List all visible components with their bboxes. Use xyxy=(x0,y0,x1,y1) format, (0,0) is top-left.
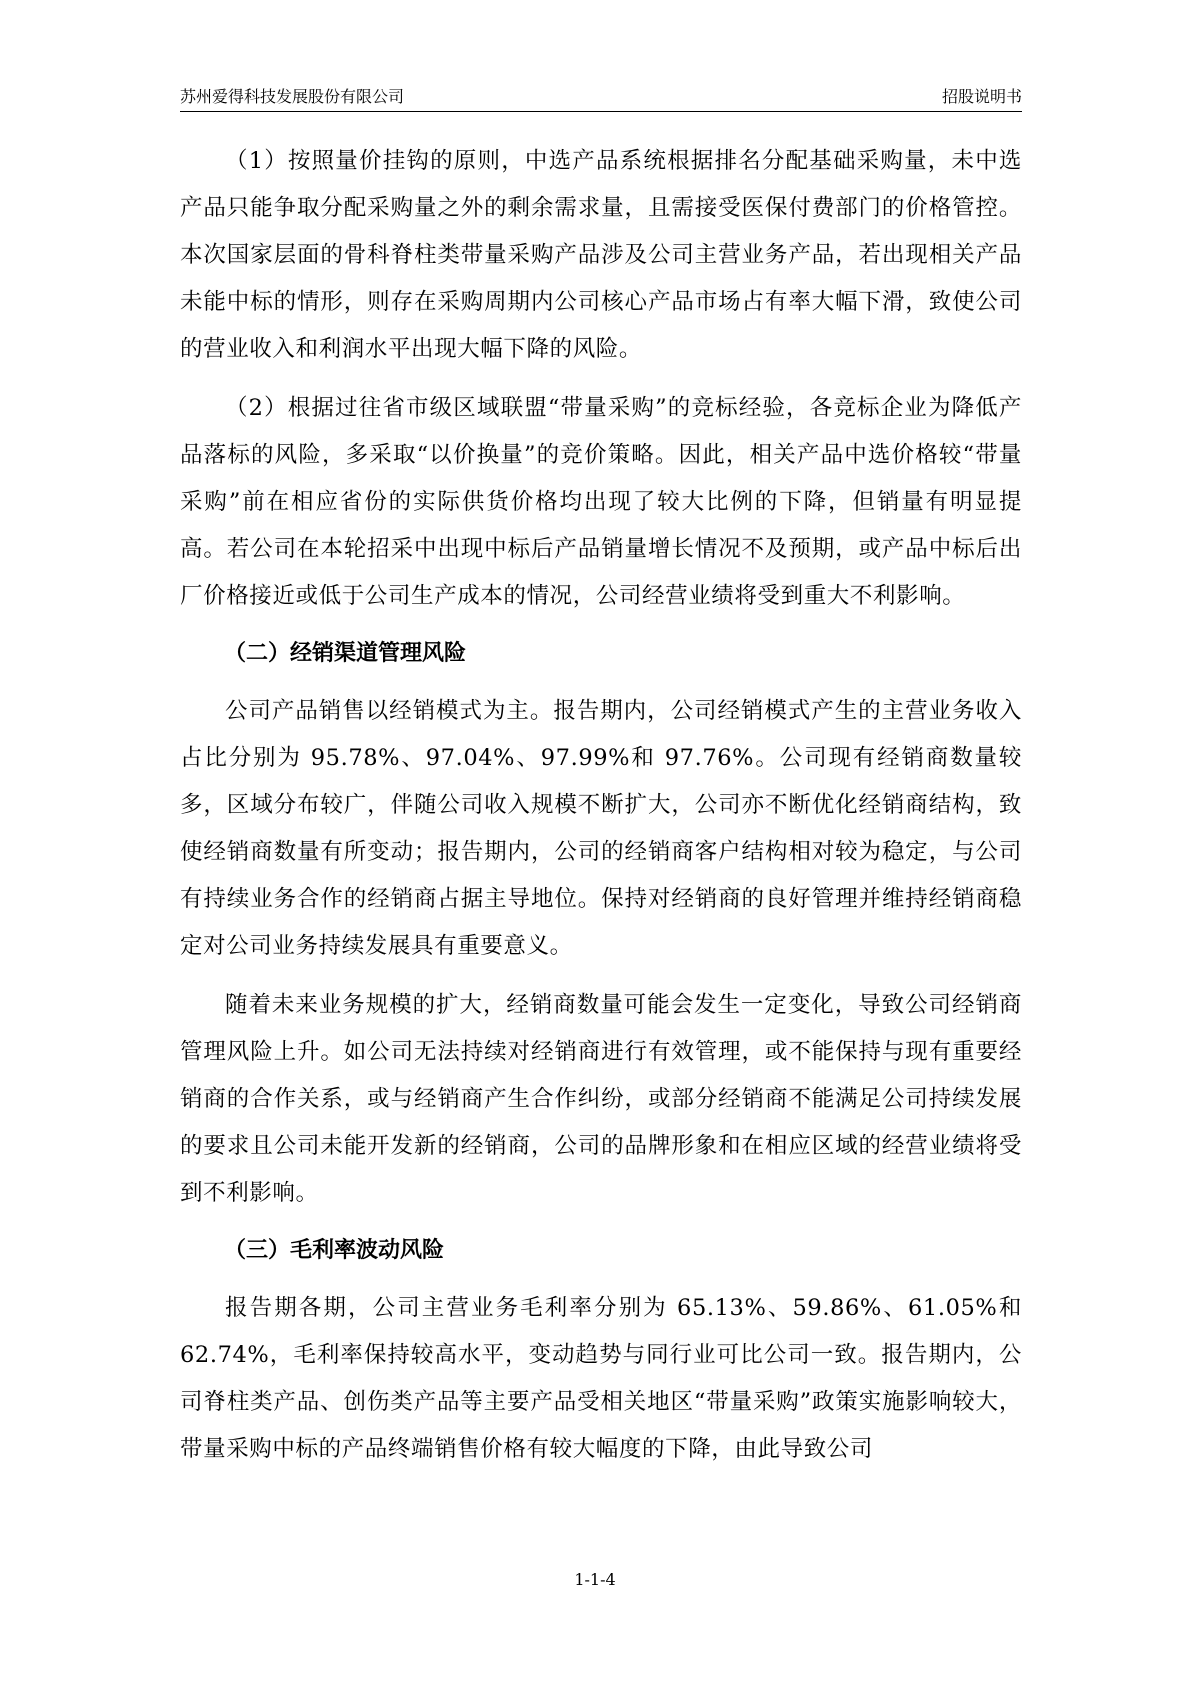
page-body xyxy=(180,138,1022,1473)
paragraph-spacer xyxy=(180,1217,1022,1229)
paragraph-gross-margin: 报告期各期，公司主营业务毛利率分别为 65.13%、59.86%、61.05%和 62.74%，毛利率保持较高水平，变动趋势与同行业可比公司一致。报告期内，公司脊柱类产品、创伤类产品等主要产品受相关地区“带量采购”政策实施影响较大，带量采购中标的产品终端销售价格有较大幅度的下降，由此导致公司 xyxy=(180,1295,1022,1462)
paragraph-distributor-management: 随着未来业务规模的扩大，经销商数量可能会发生一定变化，导致公司经销商管理风险上升。如公司无法持续对经销商进行有效管理，或不能保持与现有重要经销商的合作关系，或与经销商产生合作纠纷，或部分经销商不能满足公司持续发展的要求且公司未能开发新的经销商，公司的品牌形象和在相应区域的经营业绩将受到不利影响。 xyxy=(180,992,1022,1206)
page-number: 1-1-4 xyxy=(574,1570,616,1589)
paragraph-procurement-allocation: （1）按照量价挂钩的原则，中选产品系统根据排名分配基础采购量，未中选产品只能争取分配采购量之外的剩余需求量，且需接受医保付费部门的价格管控。本次国家层面的骨科脊柱类带量采购产品涉及公司主营业务产品，若出现相关产品未能中标的情形，则存在采购周期内公司核心产品市场占有率大幅下滑，致使公司的营业收入和利润水平出现大幅下降的风险。 xyxy=(180,148,1022,362)
paragraph-spacer xyxy=(180,676,1022,688)
header-document-type: 招股说明书 xyxy=(941,87,1022,106)
paragraph-distribution-model: 公司产品销售以经销模式为主。报告期内，公司经销模式产生的主营业务收入占比分别为 95.78%、97.04%、97.99%和 97.76%。公司现有经销商数量较多，区域分布较广，伴随公司收入规模不断扩大，公司亦不断优化经销商结构，致使经销商数量有所变动；报告期内，公司的经销商客户结构相对较为稳定，与公司有持续业务合作的经销商占据主导地位。保持对经销商的良好管理并维持经销商稳定对公司业务持续发展具有重要意义。 xyxy=(180,698,1022,959)
section-heading-distribution-risk: （二）经销渠道管理风险 xyxy=(224,641,467,666)
page-header xyxy=(180,80,1022,114)
paragraph-spacer xyxy=(180,1273,1022,1285)
paragraph-spacer xyxy=(180,620,1022,632)
paragraph-spacer xyxy=(180,970,1022,982)
paragraph-spacer xyxy=(180,373,1022,385)
paragraph-bidding-experience: （2）根据过往省市级区域联盟“带量采购”的竞标经验，各竞标企业为降低产品落标的风险，多采取“以价换量”的竞价策略。因此，相关产品中选价格较“带量采购”前在相应省份的实际供货价格均出现了较大比例的下降，但销量有明显提高。若公司在本轮招采中出现中标后产品销量增长情况不及预期，或产品中标后出厂价格接近或低于公司生产成本的情况，公司经营业绩将受到重大不利影响。 xyxy=(180,395,1022,609)
header-divider xyxy=(180,111,1022,112)
section-heading-gross-margin-risk: （三）毛利率波动风险 xyxy=(224,1238,445,1263)
header-company-name: 苏州爱得科技发展股份有限公司 xyxy=(180,87,405,106)
